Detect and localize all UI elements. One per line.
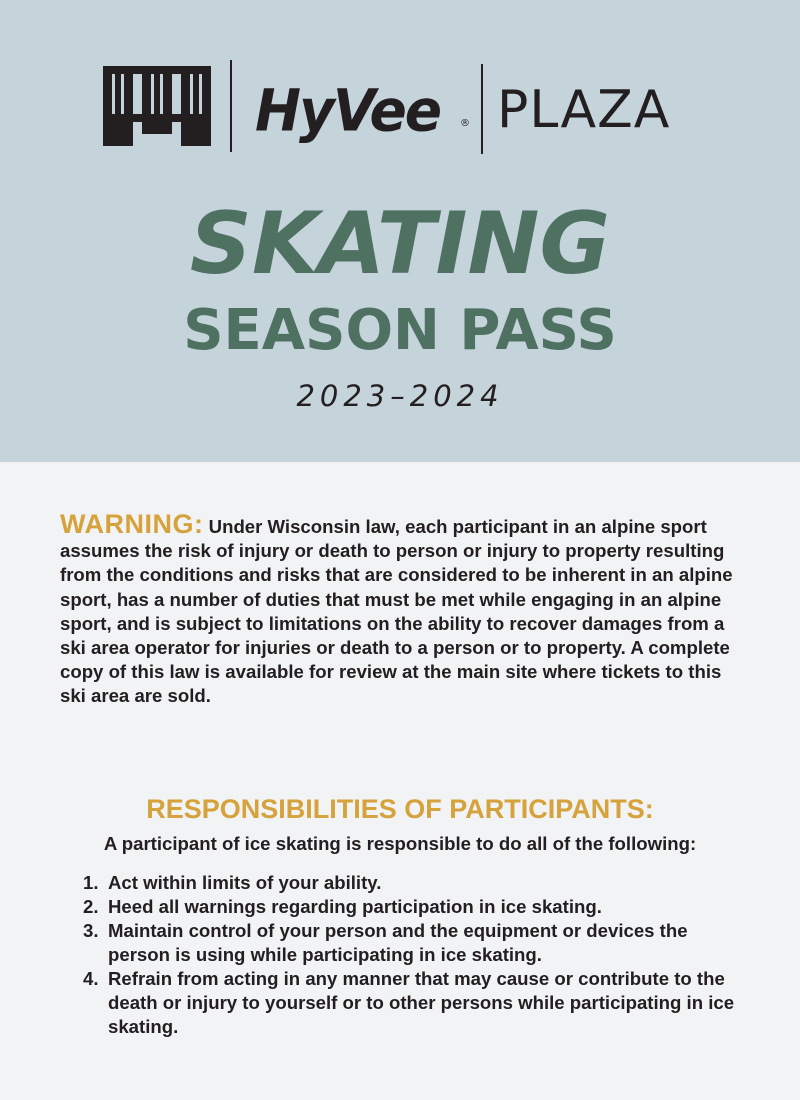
title-skating: SKATING (189, 194, 611, 294)
list-item (83, 919, 753, 967)
list-item (83, 871, 753, 895)
list-item-number: 3. (83, 920, 99, 941)
list-item-number: 1. (83, 872, 99, 893)
responsibilities-list (83, 871, 753, 1039)
list-item-text: Refrain from acting in any manner that may cause or contribute to the death or injury to yourself or to other persons while participating in ice skating. (108, 968, 735, 1037)
list-item-text: Act within limits of your ability. (108, 872, 382, 893)
warning-text: Under Wisconsin law, each participant in an alpine sport assumes the risk of injury or death to person or injury to property resulting from the conditions and risks that are considered to be inherent in an alpine sport, has a number of duties that must be met while engaging in an alpine sport, and is subject to limitations on the ability to recover damages from a ski area operator for injuries or death to a person or to property. A complete copy of this law is available for review at the main site where tickets to this ski area are sold. (60, 516, 733, 707)
season-years: 2023–2024 (296, 379, 504, 413)
venue-name: PLAZA (497, 80, 671, 140)
list-item (83, 895, 753, 919)
logo-divider (481, 64, 483, 154)
list-item-text: Maintain control of your person and the equipment or devices the person is using while participating in ice skating. (108, 920, 688, 965)
responsibilities-intro: A participant of ice skating is responsible to do all of the following: (103, 833, 697, 854)
building-columns-logo-icon (103, 66, 211, 146)
brand-wordmark: HyVee (255, 76, 441, 145)
warning-label: WARNING: (60, 509, 204, 539)
logo-row (0, 56, 800, 156)
list-item (83, 967, 753, 1039)
responsibilities-heading: RESPONSIBILITIES OF PARTICIPANTS: (146, 794, 654, 824)
title-season-pass: SEASON PASS (183, 298, 617, 363)
registered-mark: ® (460, 118, 470, 129)
list-item-number: 2. (83, 896, 99, 917)
list-item-text: Heed all warnings regarding participation in ice skating. (108, 896, 602, 917)
header-panel (0, 0, 800, 462)
warning-paragraph (60, 509, 750, 709)
logo-divider (230, 60, 232, 152)
list-item-number: 4. (83, 968, 99, 989)
